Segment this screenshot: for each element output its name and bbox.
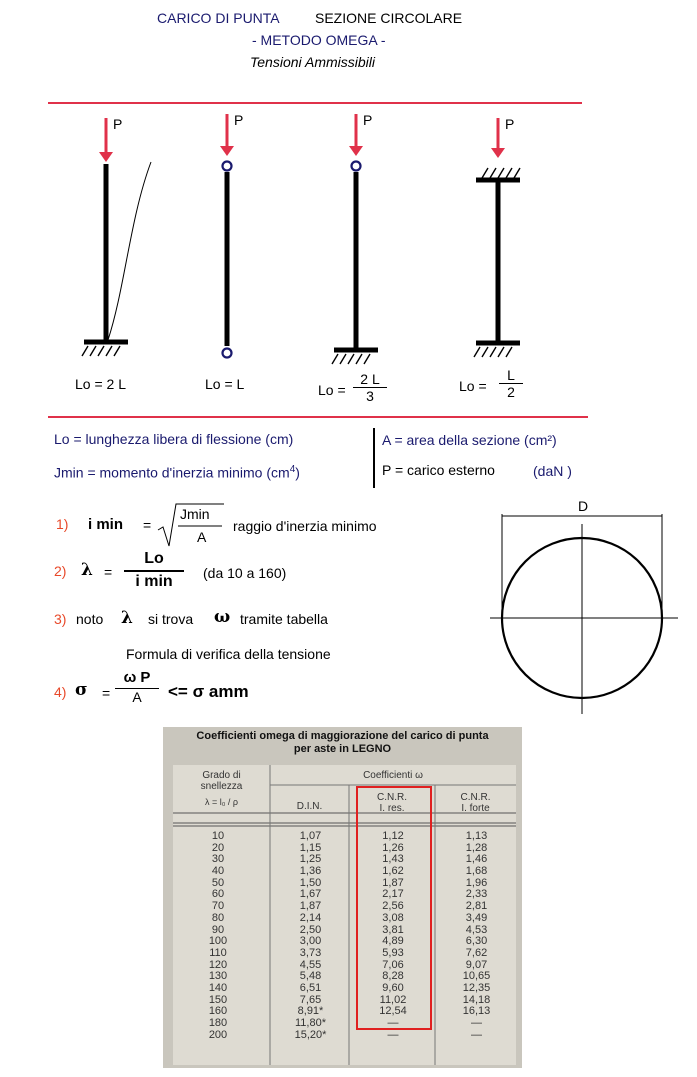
- def-load: P = carico esterno: [382, 462, 495, 478]
- formula-3-text-b: si trova: [148, 611, 194, 627]
- din-cell-2: 1,25: [299, 853, 322, 866]
- cnr-res-cell-8: 3,81: [382, 923, 404, 936]
- din-cell-5: 1,67: [299, 888, 322, 901]
- cnr-forte-cell-5: 2,33: [465, 888, 488, 901]
- title-right: SEZIONE CIRCOLARE: [315, 10, 463, 26]
- din-cell-8: 2,50: [299, 923, 322, 936]
- din-cell-6: 1,87: [299, 900, 322, 913]
- cnr-res-cell-15: 12,54: [379, 1005, 407, 1018]
- column-din: [273, 831, 348, 1041]
- column-pinned-pinned: [220, 114, 234, 358]
- def-load-unit: (daN ): [533, 463, 572, 479]
- def-area: A = area della sezione (cm²): [382, 432, 557, 448]
- din-cell-7: 2,14: [299, 911, 322, 924]
- column-cnr-forte: [437, 831, 516, 1041]
- lo-label-2: Lo = L: [205, 376, 245, 392]
- din-cell-12: 5,48: [299, 970, 322, 983]
- formula-3-number: 3): [54, 611, 67, 627]
- verify-heading: Formula di verifica della tensione: [126, 646, 331, 662]
- formula-3-lambda: λ: [121, 608, 133, 628]
- title-left: CARICO DI PUNTA: [157, 10, 280, 26]
- formula-4-number: 4): [54, 684, 67, 700]
- omega-table: [163, 727, 522, 1068]
- formula-2-number: 2): [54, 563, 67, 579]
- lo-fraction-3-den: 3: [353, 387, 387, 404]
- din-cell-1: 1,15: [299, 841, 322, 854]
- lambda-cell-5: 60: [211, 888, 225, 901]
- formula-3-text-c: tramite tabella: [240, 611, 328, 627]
- def-jmin-exp: 4: [289, 464, 296, 475]
- cnr-forte-cell-7: 3,49: [465, 911, 488, 924]
- formula-2-range: (da 10 a 160): [203, 565, 287, 581]
- lambda-cell-13: 140: [208, 981, 228, 994]
- formula-1-desc: raggio d'inerzia minimo: [233, 518, 377, 534]
- formula-1-lhs: i min: [88, 516, 124, 533]
- columns-diagram: [0, 108, 697, 408]
- table-body: [173, 765, 516, 1065]
- header-cnr-res-2: I. res.: [379, 803, 405, 814]
- formula-2-fraction: [124, 550, 184, 591]
- def-jmin: [54, 464, 300, 481]
- cnr-forte-cell-1: 1,28: [465, 841, 488, 854]
- formula-2-lambda: λ: [81, 560, 93, 580]
- lambda-cell-9: 100: [208, 935, 228, 948]
- cnr-forte-cell-3: 1,68: [465, 865, 488, 878]
- subtitle-italic: Tensioni Ammissibili: [250, 54, 376, 70]
- lambda-cell-10: 110: [209, 946, 227, 959]
- header-cnr-forte-1: C.N.R.: [460, 792, 491, 803]
- formula-4-den: A: [115, 688, 159, 705]
- cnr-forte-cell-8: 4,53: [465, 923, 488, 936]
- lambda-cell-8: 90: [211, 923, 225, 936]
- cnr-forte-cell-15: 16,13: [462, 1005, 491, 1018]
- def-jmin-text: Jmin = momento d'inerzia minimo (cm: [54, 464, 290, 481]
- cnr-res-cell-14: 11,02: [379, 993, 407, 1006]
- din-cell-9: 3,00: [299, 935, 322, 948]
- cnr-forte-cell-11: 9,07: [465, 958, 488, 971]
- cnr-forte-cell-0: 1,13: [465, 830, 488, 842]
- lambda-cell-14: 150: [208, 993, 228, 1006]
- lo-label-3-prefix: Lo =: [318, 382, 346, 398]
- lo-fraction-4-num: L: [507, 367, 515, 383]
- cnr-res-cell-5: 2,17: [382, 888, 404, 901]
- table-title-line2: per aste in LEGNO: [293, 743, 392, 755]
- formula-1-rad-num: Jmin: [180, 506, 210, 522]
- load-label-4: P: [505, 116, 515, 132]
- lo-fraction-3-num: 2 L: [360, 371, 380, 387]
- cnr-forte-cell-10: 7,62: [465, 946, 488, 959]
- formula-4-fraction: [115, 669, 159, 705]
- cnr-res-cell-16: —: [387, 1017, 399, 1029]
- circular-section: [488, 500, 688, 718]
- column-lambda: [183, 831, 253, 1041]
- lambda-cell-6: 70: [211, 900, 225, 913]
- lambda-cell-3: 40: [211, 865, 225, 878]
- table-title-line1: Coefficienti omega di maggiorazione del carico di punta: [196, 730, 489, 742]
- formula-2-den: i min: [124, 570, 184, 591]
- header-din: D.I.N.: [296, 801, 323, 812]
- formula-2-eq: =: [104, 564, 113, 580]
- cnr-res-cell-12: 8,28: [382, 970, 404, 983]
- cnr-res-cell-4: 1,87: [382, 876, 404, 889]
- lambda-cell-17: 200: [208, 1028, 228, 1041]
- cnr-res-cell-10: 5,93: [382, 946, 404, 959]
- lambda-cell-1: 20: [211, 841, 225, 854]
- column-fixed-fixed: [474, 118, 520, 357]
- header-grado-2: snellezza: [200, 781, 243, 792]
- cnr-res-cell-2: 1,43: [382, 853, 404, 866]
- def-jmin-close: ): [295, 464, 300, 481]
- din-cell-4: 1,50: [299, 876, 322, 889]
- din-cell-14: 7,65: [299, 993, 322, 1006]
- cnr-res-cell-7: 3,08: [382, 911, 404, 924]
- formula-4-sigma: σ: [75, 680, 88, 700]
- cnr-forte-cell-6: 2,81: [465, 900, 488, 913]
- lo-label-4-prefix: Lo =: [459, 378, 487, 394]
- lo-label-1: Lo = 2 L: [75, 376, 126, 392]
- column-fixed-free: [82, 118, 151, 356]
- lambda-cell-2: 30: [211, 853, 225, 866]
- header-coefficienti: Coefficienti ω: [363, 770, 423, 781]
- formula-1-eq: =: [143, 517, 152, 533]
- din-cell-0: 1,07: [299, 830, 322, 842]
- din-cell-16: 11,80*: [295, 1017, 326, 1029]
- cnr-forte-cell-2: 1,46: [465, 853, 488, 866]
- lambda-cell-15: 160: [208, 1005, 228, 1018]
- formula-3-text-a: noto: [76, 611, 104, 627]
- din-cell-11: 4,55: [299, 958, 322, 971]
- column-fixed-pinned: [332, 114, 378, 364]
- highlight-box: [356, 786, 432, 1030]
- cnr-forte-cell-9: 6,30: [465, 935, 488, 948]
- cnr-res-cell-1: 1,26: [382, 841, 404, 854]
- lo-fraction-4: [499, 367, 523, 400]
- din-cell-10: 3,73: [299, 946, 322, 959]
- cnr-forte-cell-16: —: [471, 1017, 482, 1029]
- cnr-forte-cell-14: 14,18: [462, 993, 491, 1006]
- cnr-res-cell-13: 9,60: [382, 981, 404, 994]
- subtitle: - METODO OMEGA -: [252, 32, 386, 48]
- diameter-label: D: [578, 498, 589, 514]
- def-lo: Lo = lunghezza libera di flessione (cm): [54, 431, 294, 447]
- cnr-res-cell-6: 2,56: [382, 900, 404, 913]
- formula-3-omega: ω: [214, 607, 231, 627]
- lo-fraction-3: [353, 371, 387, 404]
- cnr-res-cell-11: 7,06: [382, 958, 404, 971]
- cnr-res-cell-0: 1,12: [382, 830, 404, 842]
- cnr-res-cell-3: 1,62: [382, 865, 404, 878]
- din-cell-13: 6,51: [299, 981, 322, 994]
- top-divider: [48, 102, 582, 104]
- lambda-cell-16: 180: [208, 1017, 228, 1029]
- mid-divider: [48, 416, 588, 418]
- lambda-cell-4: 50: [211, 876, 225, 889]
- cnr-forte-cell-4: 1,96: [465, 876, 488, 889]
- header-lambda: λ = l₀ / ρ: [204, 797, 239, 807]
- din-cell-3: 1,36: [299, 865, 322, 878]
- load-label-1: P: [113, 116, 123, 132]
- lambda-cell-7: 80: [211, 911, 225, 924]
- cnr-forte-cell-13: 12,35: [462, 981, 491, 994]
- lo-fraction-4-den: 2: [499, 383, 523, 400]
- formula-2-num: Lo: [144, 550, 164, 567]
- formula-4-eq: =: [102, 685, 111, 701]
- lambda-cell-11: 120: [208, 958, 228, 971]
- def-separator: [373, 428, 375, 488]
- header-cnr-res-1: C.N.R.: [377, 792, 407, 803]
- header-cnr-forte-2: I. forte: [461, 803, 490, 814]
- formula-1-number: 1): [56, 516, 69, 532]
- lambda-cell-12: 130: [208, 970, 228, 983]
- cnr-forte-cell-12: 10,65: [462, 970, 491, 983]
- lambda-cell-0: 10: [211, 830, 225, 842]
- load-label-2: P: [234, 112, 244, 128]
- formula-4-rhs: <= σ amm: [168, 682, 249, 701]
- cnr-forte-cell-17: —: [471, 1028, 482, 1041]
- din-cell-17: 15,20*: [294, 1028, 327, 1041]
- cnr-res-cell-17: —: [387, 1028, 399, 1041]
- load-label-3: P: [363, 112, 373, 128]
- formula-1-rad-den: A: [197, 529, 207, 545]
- header-grado-1: Grado di: [202, 770, 241, 781]
- din-cell-15: 8,91*: [297, 1005, 324, 1018]
- cnr-res-cell-9: 4,89: [382, 935, 404, 948]
- table-title: [163, 730, 522, 756]
- formula-4-num: ω P: [123, 669, 151, 686]
